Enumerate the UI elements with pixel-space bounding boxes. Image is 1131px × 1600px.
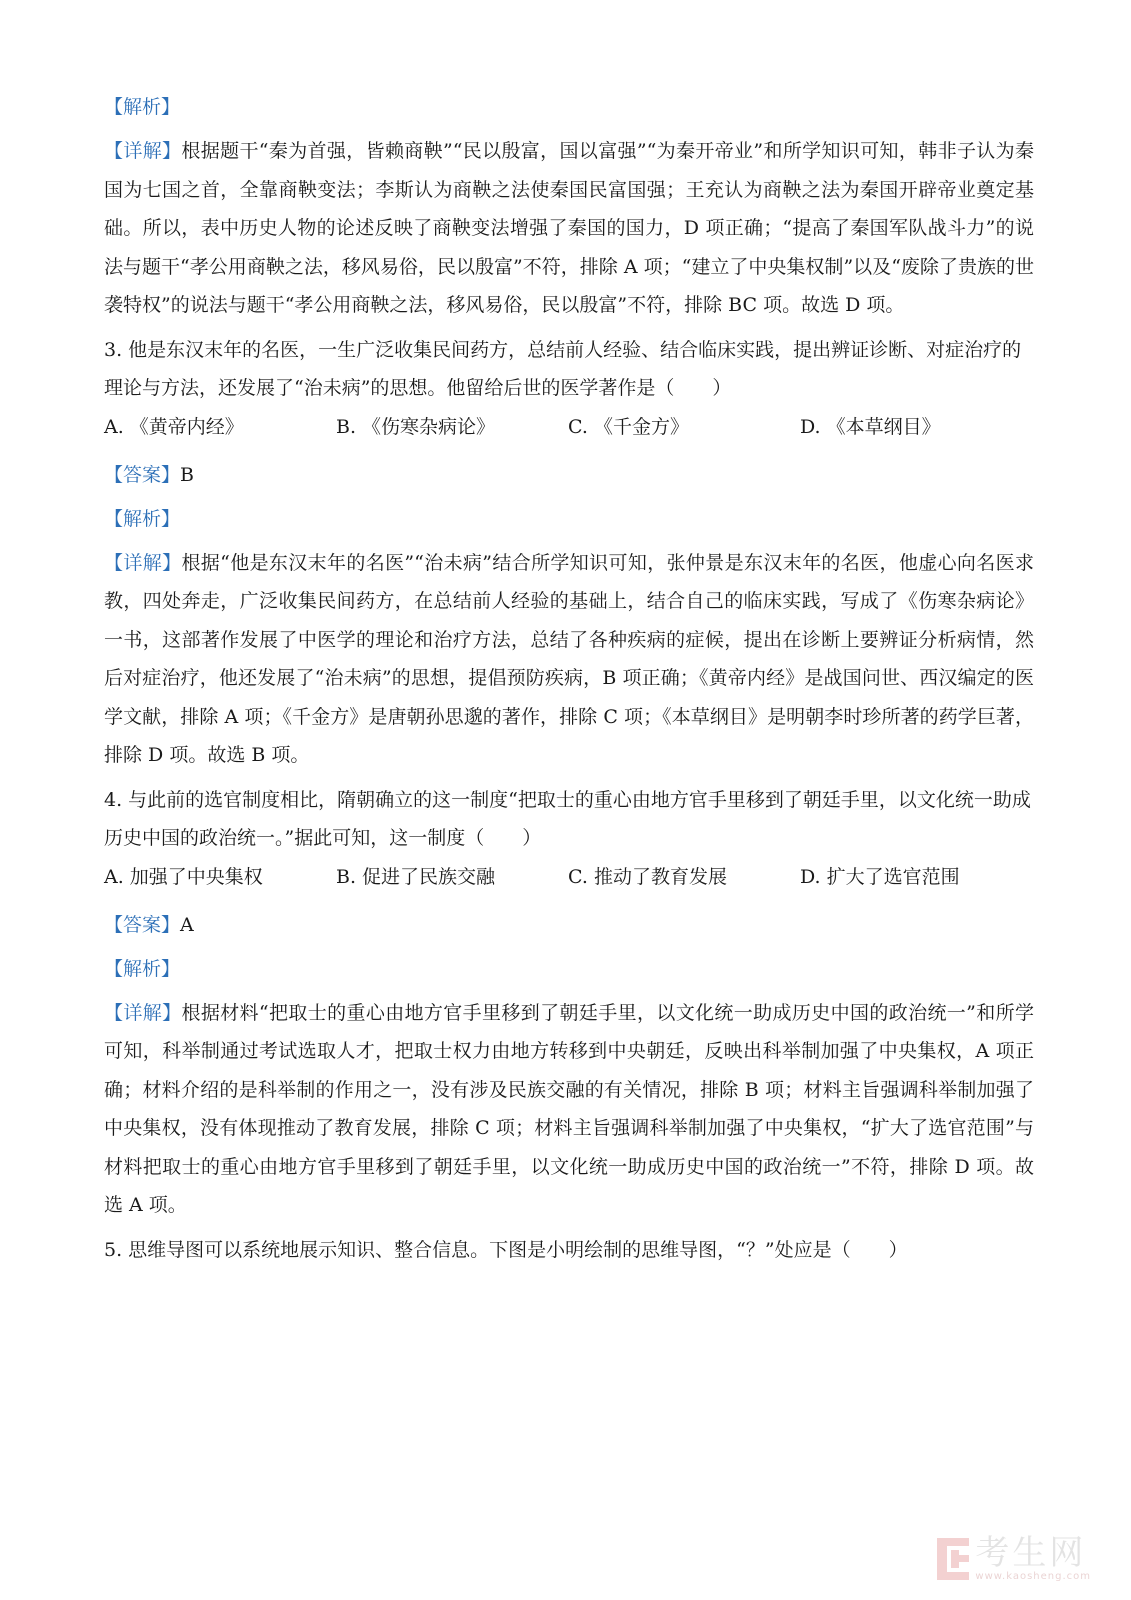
analysis-label xyxy=(104,500,1034,544)
option-a: A. 《黄帝内经》 xyxy=(104,415,244,438)
answer-line xyxy=(104,456,1034,500)
question-5-stem: 5. 思维导图可以系统地展示知识、整合信息。下图是小明绘制的思维导图，“？”处应是（ ） xyxy=(104,1238,908,1261)
option-c: C. 推动了教育发展 xyxy=(568,865,727,888)
question-4-options xyxy=(104,858,1034,906)
detail-text: 根据“他是东汉末年的名医”“治未病”结合所学知识可知，张仲景是东汉末年的名医，他虚心向名医求教，四处奔走，广泛收集民间药方，在总结前人经验的基础上，结合自己的临床实践，写成了《伤寒杂病论》一书，这部著作发展了中医学的理论和治疗方法，总结了各种疾病的症候，提出在诊断上要辨证分析病情，然后对症治疗，他还发展了“治未病”的思想，提倡预防疾病，B 项正确；《黄帝内经》是战国问世、西汉编定的医学文献，排除 A 项；《千金方》是唐朝孙思邈的著作，排除 C 项；《本草纲目》是明朝李时珍所著的药学巨著，排除 D 项。故选 B 项。 xyxy=(104,551,1034,766)
option-c: C. 《千金方》 xyxy=(568,415,689,438)
question-4-stem: 4. 与此前的选官制度相比，隋朝确立的这一制度“把取士的重心由地方官手里移到了朝廷手里，以文化统一助成历史中国的政治统一。”据此可知，这一制度（ ） xyxy=(104,788,1031,849)
watermark-logo-icon xyxy=(937,1538,969,1580)
detail-tag: 【详解】 xyxy=(104,140,182,162)
analysis-label xyxy=(104,950,1034,994)
option-b: B. 促进了民族交融 xyxy=(336,865,496,888)
detail-text: 根据材料“把取士的重心由地方官手里移到了朝廷手里，以文化统一助成历史中国的政治统一”和所学可知，科举制通过考试选取人才，把取士权力由地方转移到中央朝廷，反映出科举制加强了中央集权，A 项正确；材料介绍的是科举制的作用之一，没有涉及民族交融的有关情况，排除 B 项；材料主旨强调科举制加强了中央集权，没有体现推动了教育发展，排除 C 项；材料主旨强调科举制加强了中央集权，“扩大了选官范围”与材料把取士的重心由地方官手里移到了朝廷手里，以文化统一助成历史中国的政治统一”不符，排除 D 项。故选 A 项。 xyxy=(104,1001,1034,1216)
watermark-text: 考生网 xyxy=(975,1533,1087,1573)
detail-tag: 【详解】 xyxy=(104,1001,182,1024)
detail-paragraph xyxy=(104,994,1034,1225)
analysis-label xyxy=(104,88,1034,132)
answer-tag: 【答案】 xyxy=(104,913,181,936)
analysis-tag: 【解析】 xyxy=(104,957,181,980)
watermark xyxy=(937,1535,1091,1582)
detail-text: 根据题干“秦为首强，皆赖商鞅”“民以殷富，国以富强”“为秦开帝业”和所学知识可知，韩非子认为秦国为七国之首，全靠商鞅变法；李斯认为商鞅之法使秦国民富国强；王充认为商鞅之法为秦国开辟帝业奠定基础。所以，表中历史人物的论述反映了商鞅变法增强了秦国的国力，D 项正确；“提高了秦国军队战斗力”的说法与题干“孝公用商鞅之法，移风易俗，民以殷富”不符，排除 A 项；“建立了中央集权制”以及“废除了贵族的世袭特权”的说法与题干“孝公用商鞅之法，移风易俗，民以殷富”不符，排除 BC 项。故选 D 项。 xyxy=(104,140,1034,316)
question-3-stem: 3. 他是东汉末年的名医，一生广泛收集民间药方，总结前人经验、结合临床实践，提出辨证诊断、对症治疗的理论与方法，还发展了“治未病”的思想。他留给后世的医学著作是（ ） xyxy=(104,338,1022,399)
document-page xyxy=(104,88,1034,1269)
option-d: D. 扩大了选官范围 xyxy=(800,865,960,888)
analysis-tag: 【解析】 xyxy=(104,507,181,530)
answer-tag: 【答案】 xyxy=(104,463,181,486)
answer-value: B xyxy=(180,463,194,486)
question-3-options xyxy=(104,408,1034,456)
detail-paragraph xyxy=(104,544,1034,775)
detail-tag: 【详解】 xyxy=(104,551,182,574)
answer-line xyxy=(104,906,1034,950)
answer-value: A xyxy=(180,913,194,936)
detail-paragraph xyxy=(104,132,1034,325)
option-d: D. 《本草纲目》 xyxy=(800,415,941,438)
option-b: B. 《伤寒杂病论》 xyxy=(336,415,496,438)
analysis-tag: 【解析】 xyxy=(104,96,181,118)
watermark-url: www.kaosheng.com xyxy=(975,1571,1091,1582)
option-a: A. 加强了中央集权 xyxy=(104,865,263,888)
